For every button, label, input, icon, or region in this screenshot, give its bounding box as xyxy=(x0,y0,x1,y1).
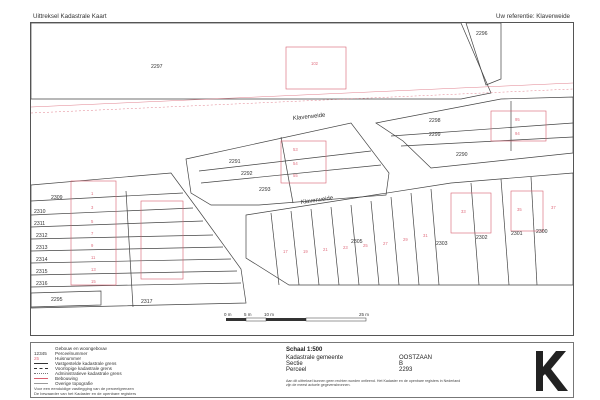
parcel-number: 2299 xyxy=(429,132,441,138)
street-label: Klaverweide xyxy=(300,195,334,206)
legend-line xyxy=(34,363,48,364)
scale-bar-segment xyxy=(246,318,266,321)
parcel-line xyxy=(371,201,379,285)
parcel-outline xyxy=(31,291,101,307)
parcel-line xyxy=(31,271,237,275)
legend-text: Bebouwing xyxy=(55,376,78,381)
house-number: 11 xyxy=(91,255,96,260)
scale-bar-segment xyxy=(266,318,306,321)
parcel-outline xyxy=(186,123,389,205)
house-number: 35 xyxy=(517,207,522,212)
house-number: 3 xyxy=(91,205,94,210)
house-number: 7 xyxy=(91,231,94,236)
building xyxy=(286,47,346,89)
street-label: Klaverweide xyxy=(292,112,326,122)
house-number: 13 xyxy=(91,267,96,272)
house-number: 5 xyxy=(91,219,94,224)
scale-bar-segment xyxy=(226,318,246,321)
house-number: 23 xyxy=(343,245,348,250)
parcel-number: 2314 xyxy=(36,257,48,263)
scale-label: 0 m xyxy=(224,312,232,317)
parcel-line xyxy=(391,197,399,285)
parcel-number: 2311 xyxy=(34,221,46,227)
parcel-line xyxy=(31,208,193,215)
parcel-number: 2309 xyxy=(51,195,63,201)
building xyxy=(281,141,326,183)
scale-labels xyxy=(224,312,369,317)
legend-text: Administratieve kadastrale grens xyxy=(55,371,122,376)
legend-line xyxy=(34,373,48,374)
legend-text: Overige topografie xyxy=(55,381,93,386)
house-number: 19 xyxy=(303,249,308,254)
house-number: 31 xyxy=(423,233,428,238)
parcel-number: 2290 xyxy=(456,152,468,158)
parcel-numbers xyxy=(34,31,548,305)
legend-line xyxy=(34,383,48,384)
parcel-number: 2303 xyxy=(436,241,448,247)
buildings xyxy=(71,47,546,285)
parcel-number: 2315 xyxy=(36,269,48,275)
parcel-number: 2312 xyxy=(36,233,48,239)
parcel-line xyxy=(401,137,573,146)
parcel-number: 2301 xyxy=(511,231,523,237)
scale-text: Schaal 1:500 xyxy=(286,347,323,353)
house-number: 33 xyxy=(461,209,466,214)
parcel-outline xyxy=(376,97,573,168)
house-number: 21 xyxy=(323,247,328,252)
scale-label: 5 m xyxy=(244,312,252,317)
parcel-line xyxy=(199,151,371,171)
parcel-number: 2302 xyxy=(476,235,488,241)
parcel-line xyxy=(501,179,509,285)
parcel-outline xyxy=(246,173,573,285)
parcel-line xyxy=(31,247,223,251)
scale-bar-segment xyxy=(306,318,366,321)
parcel-line xyxy=(31,283,241,287)
legend-symbol: 25 xyxy=(34,356,40,361)
kadaster-logo-icon xyxy=(536,349,570,393)
parcel-outline xyxy=(31,173,246,308)
house-number: 55 xyxy=(293,173,298,178)
house-number: 9 xyxy=(91,243,94,248)
parcel-number: 2317 xyxy=(141,299,153,305)
house-number: 102 xyxy=(311,61,318,66)
parcel-number: 2292 xyxy=(241,171,253,177)
house-number: 29 xyxy=(403,237,408,242)
legend-text: Vastgestelde kadastrale grens xyxy=(55,361,117,366)
parcel-line xyxy=(411,193,419,285)
scale-label: 10 m xyxy=(264,312,275,317)
info-label: Perceel xyxy=(286,367,307,373)
house-number: 1 xyxy=(91,191,94,196)
building xyxy=(141,201,183,279)
cadastral-map[interactable] xyxy=(31,23,573,335)
building xyxy=(451,193,491,233)
house-number: 54 xyxy=(293,161,298,166)
house-number: 95 xyxy=(515,117,520,122)
disclaimer-text: Aan dit uittreksel kunnen geen rechten worden ontleend. Het Kadaster en de openbare registers in Nederland zijn de meest actuele gegevensbronnen. xyxy=(286,379,461,388)
legend-text: Huisnummer xyxy=(55,356,82,361)
parcel-line xyxy=(331,207,339,285)
house-numbers xyxy=(91,61,556,284)
boundary-line xyxy=(31,83,573,107)
map-title: Uittreksel Kadastrale Kaart xyxy=(33,13,107,20)
legend-text: Voorlopige kadastrale grens xyxy=(55,366,112,371)
info-label: Kadastrale gemeente xyxy=(286,355,344,361)
house-number: 37 xyxy=(551,205,556,210)
parcel-outline xyxy=(31,23,491,99)
parcel-line xyxy=(31,235,213,239)
building xyxy=(511,191,543,231)
parcel-number: 2295 xyxy=(51,297,63,303)
parcel-line xyxy=(31,221,203,227)
parcel-number: 2300 xyxy=(536,229,548,235)
parcel-number: 2316 xyxy=(36,281,48,287)
parcel-number: 2298 xyxy=(429,118,441,124)
house-number: 27 xyxy=(383,241,388,246)
parcel-line xyxy=(351,205,359,285)
info-value: 2293 xyxy=(399,367,413,373)
legend-text: Gebouw en woongebouw xyxy=(55,346,107,351)
parcel-number: 2310 xyxy=(34,209,46,215)
parcel-line xyxy=(281,137,293,203)
parcel-line xyxy=(31,259,231,263)
legend-footer: De bewaarder van het Kadaster en de openbare registers xyxy=(34,390,137,396)
parcel-line xyxy=(291,211,299,285)
legend-panel xyxy=(30,342,574,398)
parcel-number: 2293 xyxy=(259,187,271,193)
parcel-line xyxy=(311,209,319,285)
parcel-number: 2296 xyxy=(476,31,488,37)
house-number: 94 xyxy=(515,131,520,136)
scale-label: 25 m xyxy=(359,312,370,317)
house-number: 17 xyxy=(283,249,288,254)
scale-bar xyxy=(226,318,366,321)
legend-symbol: 12345 xyxy=(34,351,47,356)
house-number: 53 xyxy=(293,147,298,152)
building xyxy=(491,111,546,141)
info-label: Sectie xyxy=(286,361,303,367)
legend-line xyxy=(34,378,48,379)
parcel-number: 2291 xyxy=(229,159,241,165)
info-value: B xyxy=(399,361,404,367)
info-value: OOSTZAAN xyxy=(399,355,433,361)
map-frame[interactable] xyxy=(30,22,574,336)
legend-text: Perceelnummer xyxy=(55,351,88,356)
reference-label: Uw referentie: Klaverweide xyxy=(496,13,570,20)
house-number: 15 xyxy=(91,279,96,284)
parcel-number: 2313 xyxy=(36,245,48,251)
legend-line xyxy=(34,368,48,369)
parcel-line xyxy=(471,183,479,285)
parcel-line xyxy=(431,189,439,285)
parcel-number: 2297 xyxy=(151,64,163,70)
parcel-number: 2305 xyxy=(351,239,363,245)
house-number: 25 xyxy=(363,243,368,248)
legend-footer: Voor een eenduidige vastlegging van de perceelgrenzen xyxy=(34,386,134,391)
parcel-boundaries xyxy=(31,23,573,308)
